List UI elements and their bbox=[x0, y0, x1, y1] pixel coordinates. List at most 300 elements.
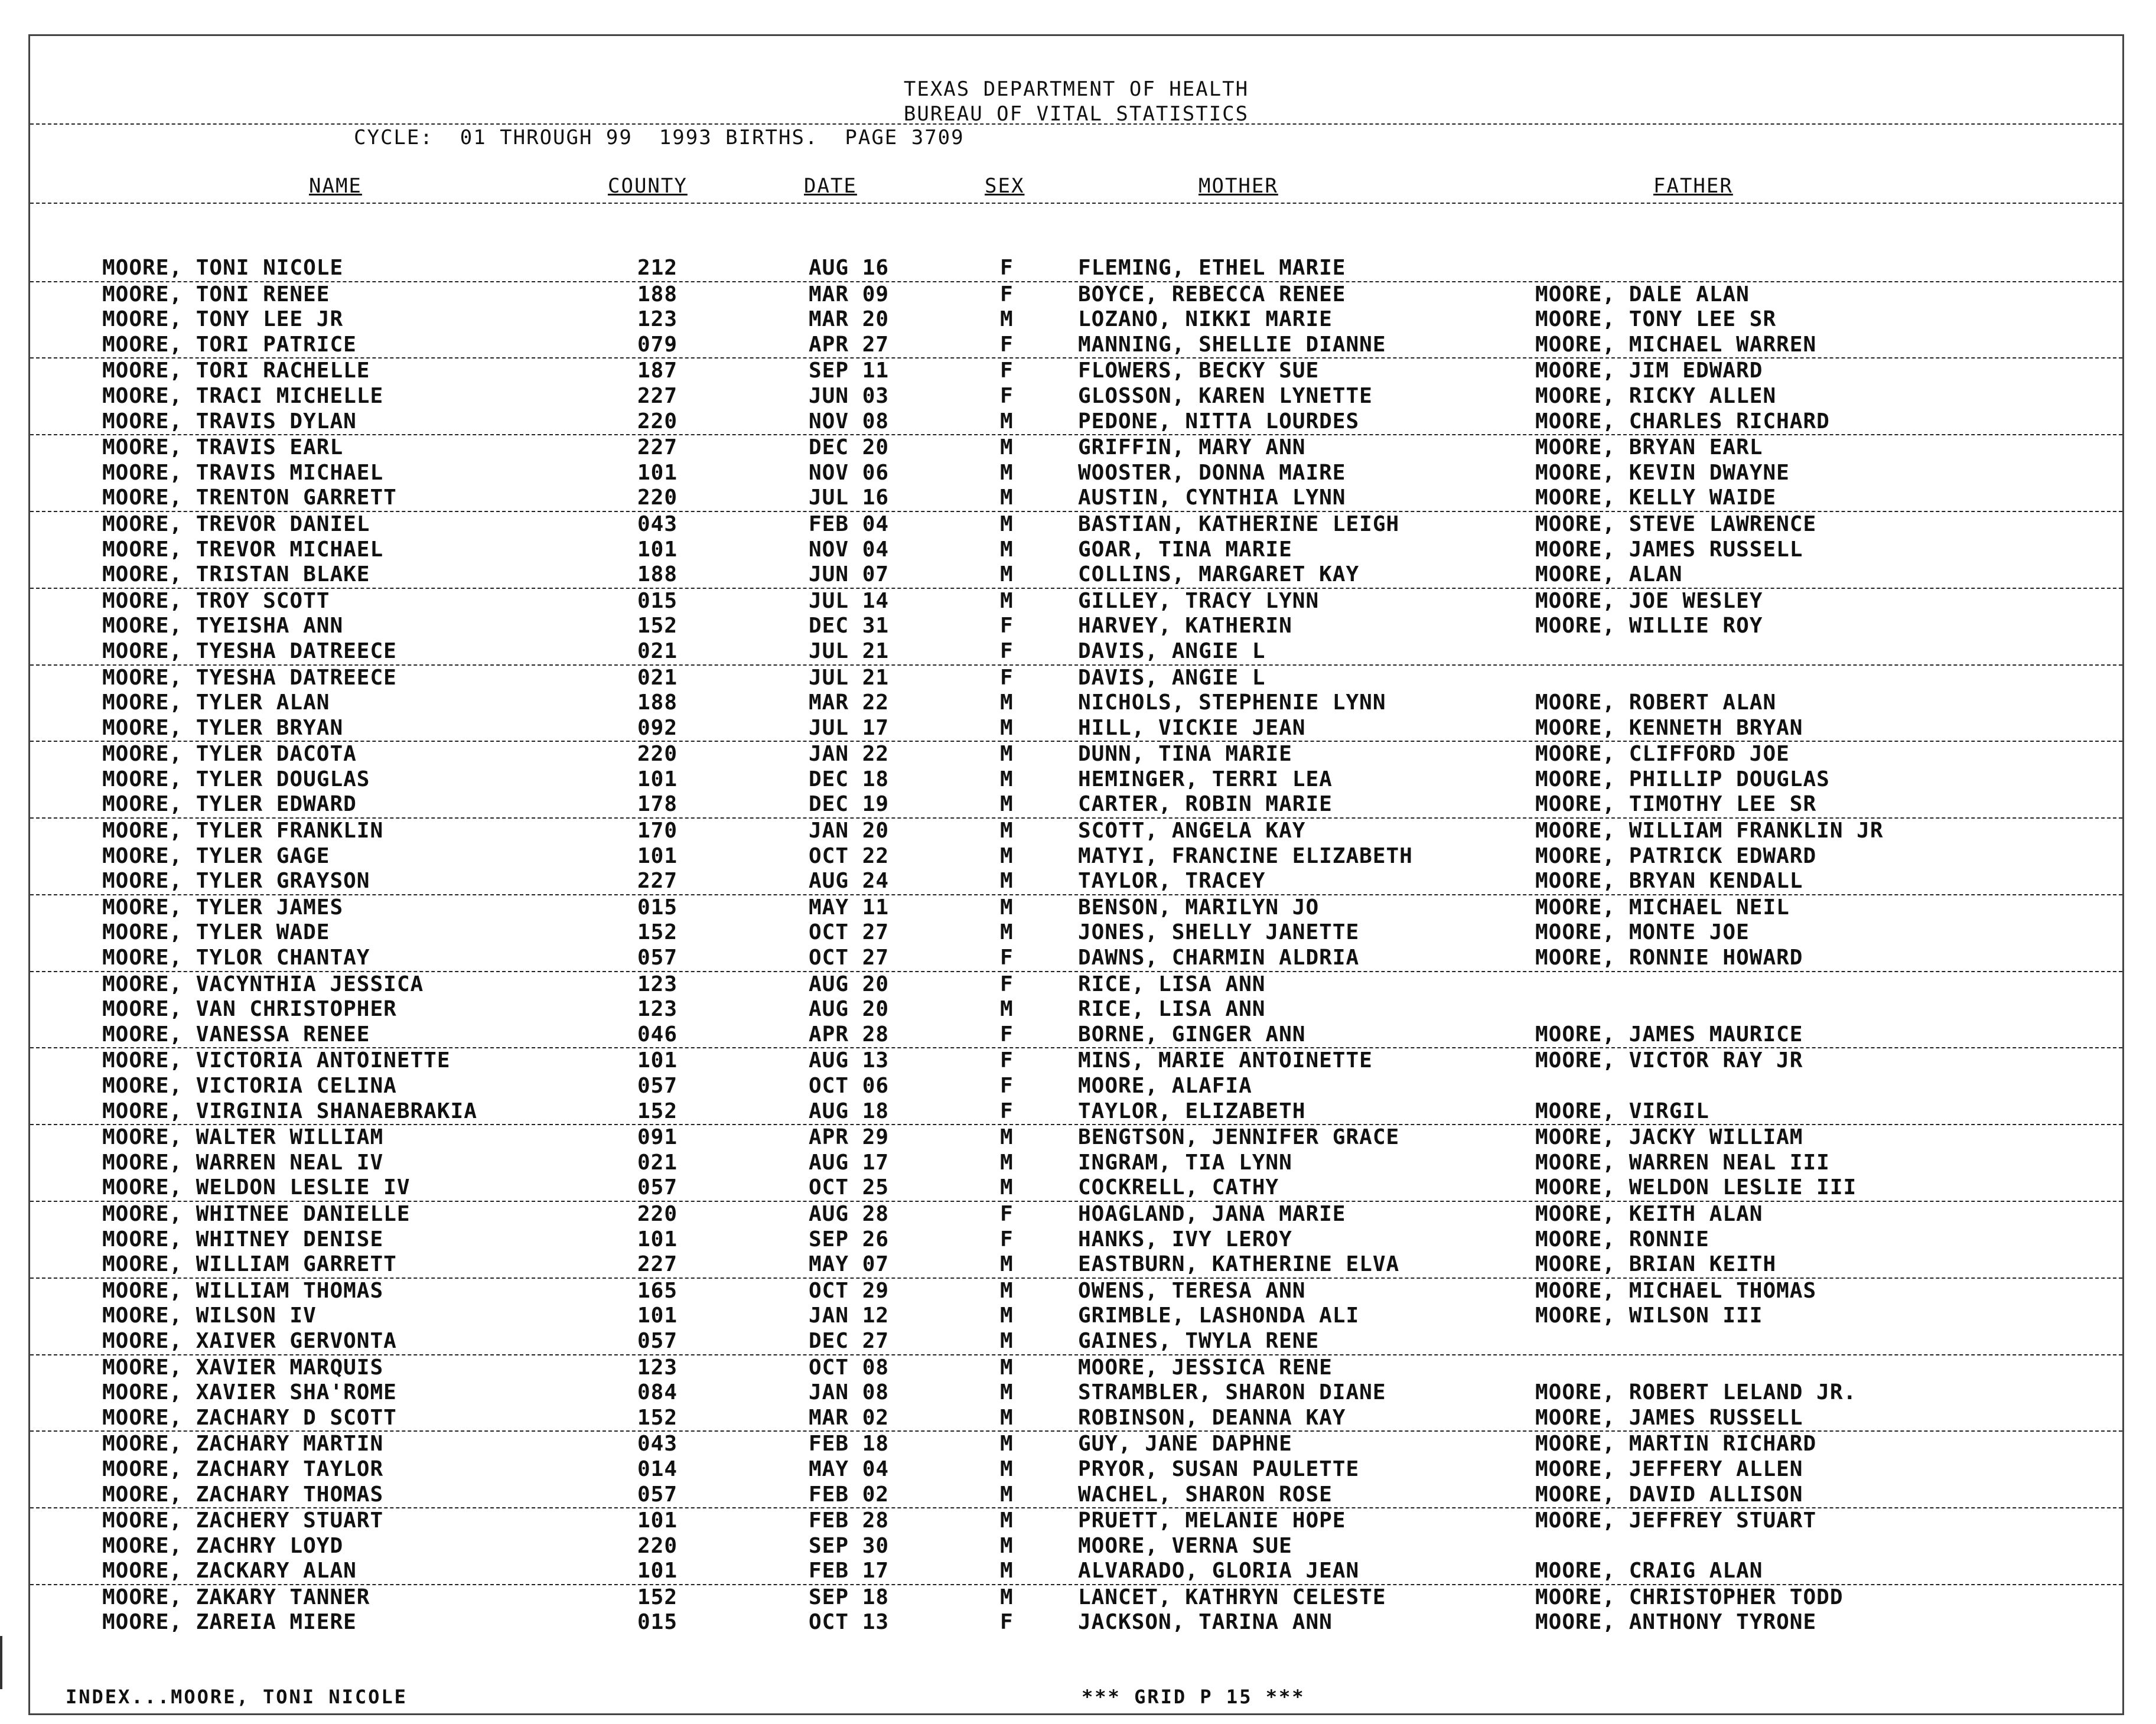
cell-mother: GRIFFIN, MARY ANN bbox=[1078, 435, 1306, 460]
cell-county: 057 bbox=[637, 1175, 678, 1200]
table-row bbox=[30, 1482, 2122, 1509]
cell-name: MOORE, TYLER GRAYSON bbox=[102, 869, 370, 894]
cell-county: 220 bbox=[637, 485, 678, 510]
cell-county: 227 bbox=[637, 1252, 678, 1277]
cell-county: 165 bbox=[637, 1278, 678, 1303]
cell-mother: SCOTT, ANGELA KAY bbox=[1078, 819, 1306, 843]
cell-name: MOORE, TRAVIS DYLAN bbox=[102, 409, 357, 434]
table-row bbox=[30, 716, 2122, 742]
cell-sex: F bbox=[1000, 359, 1014, 383]
cell-name: MOORE, TYESHA DATREECE bbox=[102, 665, 397, 690]
cell-father: MOORE, ROBERT LELAND JR. bbox=[1535, 1380, 1857, 1405]
cell-father: MOORE, ANTHONY TYRONE bbox=[1535, 1610, 1817, 1635]
cell-father: MOORE, MICHAEL NEIL bbox=[1535, 895, 1790, 920]
cell-father: MOORE, MICHAEL WARREN bbox=[1535, 332, 1817, 357]
cell-county: 123 bbox=[637, 997, 678, 1022]
cell-county: 101 bbox=[637, 1508, 678, 1533]
table-row bbox=[30, 742, 2122, 767]
cell-county: 079 bbox=[637, 332, 678, 357]
cell-mother: HANKS, IVY LEROY bbox=[1078, 1227, 1292, 1252]
cell-date: MAY 11 bbox=[809, 895, 890, 920]
cell-sex: M bbox=[1000, 1585, 1014, 1609]
cell-county: 014 bbox=[637, 1456, 678, 1481]
cell-county: 101 bbox=[637, 1559, 678, 1583]
cell-date: APR 29 bbox=[809, 1125, 890, 1150]
cell-sex: M bbox=[1000, 742, 1014, 767]
cell-sex: M bbox=[1000, 792, 1014, 817]
cell-mother: GUY, JANE DAPHNE bbox=[1078, 1432, 1292, 1456]
cell-mother: ROBINSON, DEANNA KAY bbox=[1078, 1405, 1346, 1430]
cell-date: AUG 16 bbox=[809, 256, 890, 280]
cell-sex: F bbox=[1000, 383, 1014, 408]
cell-father: MOORE, BRYAN KENDALL bbox=[1535, 869, 1803, 894]
cell-mother: GAINES, TWYLA RENE bbox=[1078, 1328, 1320, 1353]
cell-sex: M bbox=[1000, 1405, 1014, 1430]
cell-father: MOORE, PATRICK EDWARD bbox=[1535, 843, 1817, 868]
cell-sex: M bbox=[1000, 690, 1014, 715]
cell-county: 057 bbox=[637, 1074, 678, 1098]
cell-county: 015 bbox=[637, 1610, 678, 1635]
table-row bbox=[30, 1329, 2122, 1355]
cell-mother: STRAMBLER, SHARON DIANE bbox=[1078, 1380, 1386, 1405]
table-row bbox=[30, 1048, 2122, 1074]
cell-sex: F bbox=[1000, 332, 1014, 357]
table-row bbox=[30, 1610, 2122, 1635]
cell-date: MAY 07 bbox=[809, 1252, 890, 1277]
cell-mother: MOORE, ALAFIA bbox=[1078, 1074, 1252, 1098]
cell-sex: M bbox=[1000, 1355, 1014, 1380]
cell-mother: OWENS, TERESA ANN bbox=[1078, 1278, 1306, 1303]
cell-mother: FLEMING, ETHEL MARIE bbox=[1078, 256, 1346, 280]
cell-date: JUN 03 bbox=[809, 383, 890, 408]
cell-mother: FLOWERS, BECKY SUE bbox=[1078, 359, 1320, 383]
cell-name: MOORE, WALTER WILLIAM bbox=[102, 1125, 384, 1150]
table-row bbox=[30, 435, 2122, 461]
cell-date: JAN 12 bbox=[809, 1303, 890, 1328]
table-row bbox=[30, 1022, 2122, 1049]
cell-date: MAR 20 bbox=[809, 307, 890, 332]
cell-mother: AUSTIN, CYNTHIA LYNN bbox=[1078, 485, 1346, 510]
cell-father: MOORE, JACKY WILLIAM bbox=[1535, 1125, 1803, 1150]
table-row bbox=[30, 1303, 2122, 1329]
table-row bbox=[30, 792, 2122, 819]
cell-sex: M bbox=[1000, 588, 1014, 613]
cell-mother: MATYI, FRANCINE ELIZABETH bbox=[1078, 843, 1413, 868]
cell-sex: M bbox=[1000, 843, 1014, 868]
cell-name: MOORE, ZAKARY TANNER bbox=[102, 1585, 370, 1609]
cell-mother: HOAGLAND, JANA MARIE bbox=[1078, 1201, 1346, 1226]
cell-county: 227 bbox=[637, 383, 678, 408]
cell-date: OCT 27 bbox=[809, 920, 890, 945]
cell-father: MOORE, JAMES MAURICE bbox=[1535, 1022, 1803, 1047]
cell-sex: M bbox=[1000, 1175, 1014, 1200]
cell-name: MOORE, VICTORIA CELINA bbox=[102, 1074, 397, 1098]
cell-date: MAR 22 bbox=[809, 690, 890, 715]
cell-name: MOORE, ZACHARY MARTIN bbox=[102, 1432, 384, 1456]
cell-sex: M bbox=[1000, 1508, 1014, 1533]
table-row bbox=[30, 1099, 2122, 1126]
cell-name: MOORE, TYESHA DATREECE bbox=[102, 638, 397, 663]
cell-father: MOORE, WILLIAM FRANKLIN JR bbox=[1535, 819, 1884, 843]
cell-date: JUL 21 bbox=[809, 638, 890, 663]
cell-sex: M bbox=[1000, 460, 1014, 485]
cell-father: MOORE, RICKY ALLEN bbox=[1535, 383, 1777, 408]
cell-mother: CARTER, ROBIN MARIE bbox=[1078, 792, 1333, 817]
cell-date: JUL 14 bbox=[809, 588, 890, 613]
cell-county: 015 bbox=[637, 588, 678, 613]
cell-father: MOORE, ALAN bbox=[1535, 562, 1683, 587]
cell-name: MOORE, TRAVIS MICHAEL bbox=[102, 460, 384, 485]
cell-date: FEB 02 bbox=[809, 1482, 890, 1507]
cell-name: MOORE, VANESSA RENEE bbox=[102, 1022, 370, 1047]
cell-sex: F bbox=[1000, 1074, 1014, 1098]
cell-mother: PRUETT, MELANIE HOPE bbox=[1078, 1508, 1346, 1533]
table-row bbox=[30, 589, 2122, 614]
grid-footer: *** GRID P 15 *** bbox=[1082, 1686, 1305, 1708]
cell-date: NOV 06 bbox=[809, 460, 890, 485]
cell-name: MOORE, TRAVIS EARL bbox=[102, 435, 344, 460]
cell-mother: BENGTSON, JENNIFER GRACE bbox=[1078, 1125, 1400, 1150]
cell-sex: M bbox=[1000, 1278, 1014, 1303]
cell-name: MOORE, XAVIER SHA'ROME bbox=[102, 1380, 397, 1405]
table-row bbox=[30, 844, 2122, 869]
cell-mother: NICHOLS, STEPHENIE LYNN bbox=[1078, 690, 1386, 715]
column-header-rule bbox=[30, 203, 2122, 204]
cell-county: 220 bbox=[637, 1201, 678, 1226]
table-row bbox=[30, 562, 2122, 589]
cell-mother: BORNE, GINGER ANN bbox=[1078, 1022, 1306, 1047]
cell-county: 101 bbox=[637, 1227, 678, 1252]
cell-mother: PEDONE, NITTA LOURDES bbox=[1078, 409, 1360, 434]
cell-father: MOORE, MONTE JOE bbox=[1535, 920, 1750, 945]
cell-sex: M bbox=[1000, 819, 1014, 843]
cell-county: 188 bbox=[637, 690, 678, 715]
cell-father: MOORE, VIRGIL bbox=[1535, 1099, 1709, 1123]
cell-mother: GRIMBLE, LASHONDA ALI bbox=[1078, 1303, 1360, 1328]
cell-name: MOORE, WARREN NEAL IV bbox=[102, 1150, 384, 1175]
cell-date: OCT 06 bbox=[809, 1074, 890, 1098]
cell-date: AUG 13 bbox=[809, 1048, 890, 1073]
column-header-county: COUNTY bbox=[608, 174, 688, 198]
cell-sex: M bbox=[1000, 1252, 1014, 1277]
cell-county: 227 bbox=[637, 869, 678, 894]
cell-father: MOORE, TIMOTHY LEE SR bbox=[1535, 792, 1817, 817]
table-row bbox=[30, 1252, 2122, 1279]
cell-father: MOORE, CHRISTOPHER TODD bbox=[1535, 1585, 1844, 1609]
cell-name: MOORE, WILSON IV bbox=[102, 1303, 317, 1328]
cell-date: NOV 04 bbox=[809, 537, 890, 562]
cell-father: MOORE, KELLY WAIDE bbox=[1535, 485, 1777, 510]
cell-mother: HILL, VICKIE JEAN bbox=[1078, 715, 1306, 740]
cell-date: JUL 21 bbox=[809, 665, 890, 690]
cell-sex: F bbox=[1000, 946, 1014, 970]
cell-name: MOORE, TONI RENEE bbox=[102, 282, 330, 307]
cell-mother: TAYLOR, ELIZABETH bbox=[1078, 1099, 1306, 1123]
column-header-name: NAME bbox=[309, 174, 362, 198]
cell-father: MOORE, JAMES RUSSELL bbox=[1535, 537, 1803, 562]
cell-county: 123 bbox=[637, 972, 678, 996]
cell-father: MOORE, WARREN NEAL III bbox=[1535, 1150, 1830, 1175]
cell-sex: M bbox=[1000, 409, 1014, 434]
cell-name: MOORE, ZACKARY ALAN bbox=[102, 1559, 357, 1583]
table-row bbox=[30, 1202, 2122, 1227]
cell-sex: M bbox=[1000, 920, 1014, 945]
cell-father: MOORE, CRAIG ALAN bbox=[1535, 1559, 1763, 1583]
cell-date: AUG 28 bbox=[809, 1201, 890, 1226]
cell-sex: M bbox=[1000, 1303, 1014, 1328]
cell-county: 057 bbox=[637, 1482, 678, 1507]
table-row bbox=[30, 767, 2122, 793]
cell-mother: RICE, LISA ANN bbox=[1078, 972, 1266, 996]
cell-name: MOORE, TYLER ALAN bbox=[102, 690, 330, 715]
cell-sex: M bbox=[1000, 1559, 1014, 1583]
cell-father: MOORE, BRIAN KEITH bbox=[1535, 1252, 1777, 1277]
cell-date: FEB 28 bbox=[809, 1508, 890, 1533]
table-row bbox=[30, 1074, 2122, 1099]
table-row bbox=[30, 639, 2122, 666]
cell-mother: HEMINGER, TERRI LEA bbox=[1078, 767, 1333, 791]
cell-county: 101 bbox=[637, 843, 678, 868]
cell-date: APR 27 bbox=[809, 332, 890, 357]
cell-mother: MINS, MARIE ANTOINETTE bbox=[1078, 1048, 1373, 1073]
table-row bbox=[30, 512, 2122, 537]
cell-sex: M bbox=[1000, 715, 1014, 740]
cell-sex: F bbox=[1000, 1201, 1014, 1226]
cell-father: MOORE, JAMES RUSSELL bbox=[1535, 1405, 1803, 1430]
table-row bbox=[30, 333, 2122, 359]
cell-father: MOORE, WILLIE ROY bbox=[1535, 614, 1763, 638]
cell-county: 220 bbox=[637, 742, 678, 767]
cell-county: 101 bbox=[637, 767, 678, 791]
cell-county: 178 bbox=[637, 792, 678, 817]
cell-sex: M bbox=[1000, 1432, 1014, 1456]
cell-mother: LANCET, KATHRYN CELESTE bbox=[1078, 1585, 1386, 1609]
table-row bbox=[30, 485, 2122, 512]
cell-date: AUG 20 bbox=[809, 997, 890, 1022]
table-row bbox=[30, 307, 2122, 333]
cell-mother: TAYLOR, TRACEY bbox=[1078, 869, 1266, 894]
cell-mother: PRYOR, SUSAN PAULETTE bbox=[1078, 1456, 1360, 1481]
cell-county: 084 bbox=[637, 1380, 678, 1405]
cell-mother: BENSON, MARILYN JO bbox=[1078, 895, 1320, 920]
cell-sex: F bbox=[1000, 1048, 1014, 1073]
cell-mother: GOAR, TINA MARIE bbox=[1078, 537, 1292, 562]
cell-father: MOORE, STEVE LAWRENCE bbox=[1535, 511, 1817, 536]
cell-county: 101 bbox=[637, 460, 678, 485]
cell-sex: M bbox=[1000, 1150, 1014, 1175]
cell-mother: GILLEY, TRACY LYNN bbox=[1078, 588, 1320, 613]
table-row bbox=[30, 1457, 2122, 1482]
cell-father: MOORE, KENNETH BRYAN bbox=[1535, 715, 1803, 740]
cell-date: JAN 22 bbox=[809, 742, 890, 767]
cell-mother: DAVIS, ANGIE L bbox=[1078, 665, 1266, 690]
cell-county: 123 bbox=[637, 307, 678, 332]
table-row bbox=[30, 384, 2122, 409]
cell-date: DEC 18 bbox=[809, 767, 890, 791]
cell-sex: F bbox=[1000, 256, 1014, 280]
cell-sex: F bbox=[1000, 638, 1014, 663]
cell-name: MOORE, TYLER DOUGLAS bbox=[102, 767, 370, 791]
cell-mother: DAWNS, CHARMIN ALDRIA bbox=[1078, 946, 1360, 970]
cycle-line: CYCLE: 01 THROUGH 99 1993 BIRTHS. PAGE 3709 bbox=[354, 126, 965, 149]
cell-county: 152 bbox=[637, 920, 678, 945]
cell-sex: M bbox=[1000, 562, 1014, 587]
cell-sex: M bbox=[1000, 307, 1014, 332]
cell-name: MOORE, TRISTAN BLAKE bbox=[102, 562, 370, 587]
table-row bbox=[30, 1585, 2122, 1611]
cell-mother: MOORE, JESSICA RENE bbox=[1078, 1355, 1333, 1380]
cell-name: MOORE, ZAREIA MIERE bbox=[102, 1610, 357, 1635]
cell-mother: BASTIAN, KATHERINE LEIGH bbox=[1078, 511, 1400, 536]
cell-sex: F bbox=[1000, 972, 1014, 996]
cell-name: MOORE, ZACHARY THOMAS bbox=[102, 1482, 384, 1507]
cell-father: MOORE, CHARLES RICHARD bbox=[1535, 409, 1830, 434]
cell-mother: RICE, LISA ANN bbox=[1078, 997, 1266, 1022]
column-header-date: DATE bbox=[804, 174, 857, 198]
cell-father: MOORE, JEFFERY ALLEN bbox=[1535, 1456, 1803, 1481]
table-row bbox=[30, 1125, 2122, 1151]
table-row bbox=[30, 614, 2122, 639]
cell-date: JAN 20 bbox=[809, 819, 890, 843]
cell-date: OCT 08 bbox=[809, 1355, 890, 1380]
cell-mother: JONES, SHELLY JANETTE bbox=[1078, 920, 1360, 945]
cell-father: MOORE, VICTOR RAY JR bbox=[1535, 1048, 1803, 1073]
cell-sex: M bbox=[1000, 895, 1014, 920]
cell-name: MOORE, TYLOR CHANTAY bbox=[102, 946, 370, 970]
cell-date: OCT 22 bbox=[809, 843, 890, 868]
cell-county: 015 bbox=[637, 895, 678, 920]
table-row bbox=[30, 1534, 2122, 1559]
cell-county: 021 bbox=[637, 1150, 678, 1175]
cell-name: MOORE, TONI NICOLE bbox=[102, 256, 344, 280]
cell-name: MOORE, TYLER FRANKLIN bbox=[102, 819, 384, 843]
table-row bbox=[30, 1508, 2122, 1534]
cell-father: MOORE, RONNIE bbox=[1535, 1227, 1709, 1252]
cell-mother: LOZANO, NIKKI MARIE bbox=[1078, 307, 1333, 332]
cell-date: JUL 16 bbox=[809, 485, 890, 510]
table-row bbox=[30, 1279, 2122, 1304]
table-row bbox=[30, 256, 2122, 282]
cell-name: MOORE, VAN CHRISTOPHER bbox=[102, 997, 397, 1022]
cell-sex: M bbox=[1000, 997, 1014, 1022]
cell-name: MOORE, TORI PATRICE bbox=[102, 332, 357, 357]
cell-sex: F bbox=[1000, 1227, 1014, 1252]
cell-date: JUN 07 bbox=[809, 562, 890, 587]
cell-sex: M bbox=[1000, 869, 1014, 894]
cell-name: MOORE, VICTORIA ANTOINETTE bbox=[102, 1048, 451, 1073]
cell-father: MOORE, JIM EDWARD bbox=[1535, 359, 1763, 383]
cell-father: MOORE, WELDON LESLIE III bbox=[1535, 1175, 1857, 1200]
cell-county: 057 bbox=[637, 1328, 678, 1353]
table-row bbox=[30, 359, 2122, 384]
table-row bbox=[30, 1227, 2122, 1253]
cell-county: 091 bbox=[637, 1125, 678, 1150]
cell-date: OCT 27 bbox=[809, 946, 890, 970]
table-row bbox=[30, 282, 2122, 308]
cell-county: 101 bbox=[637, 1048, 678, 1073]
cell-county: 152 bbox=[637, 614, 678, 638]
cell-date: JUL 17 bbox=[809, 715, 890, 740]
cell-date: FEB 04 bbox=[809, 511, 890, 536]
table-row bbox=[30, 997, 2122, 1022]
cell-county: 152 bbox=[637, 1585, 678, 1609]
cell-date: OCT 13 bbox=[809, 1610, 890, 1635]
cell-name: MOORE, WILLIAM THOMAS bbox=[102, 1278, 384, 1303]
cell-father: MOORE, ROBERT ALAN bbox=[1535, 690, 1777, 715]
cell-date: FEB 17 bbox=[809, 1559, 890, 1583]
table-row bbox=[30, 461, 2122, 486]
table-row bbox=[30, 895, 2122, 921]
cell-sex: M bbox=[1000, 1125, 1014, 1150]
table-row bbox=[30, 690, 2122, 716]
cell-name: MOORE, ZACHARY D SCOTT bbox=[102, 1405, 397, 1430]
cell-mother: INGRAM, TIA LYNN bbox=[1078, 1150, 1292, 1175]
cell-name: MOORE, WILLIAM GARRETT bbox=[102, 1252, 397, 1277]
cell-mother: MANNING, SHELLIE DIANNE bbox=[1078, 332, 1386, 357]
cell-county: 021 bbox=[637, 638, 678, 663]
cell-date: SEP 26 bbox=[809, 1227, 890, 1252]
bureau-title: BUREAU OF VITAL STATISTICS bbox=[903, 102, 1249, 126]
cell-sex: M bbox=[1000, 767, 1014, 791]
cell-father: MOORE, CLIFFORD JOE bbox=[1535, 742, 1790, 767]
cell-father: MOORE, DALE ALAN bbox=[1535, 282, 1750, 307]
cell-name: MOORE, TROY SCOTT bbox=[102, 588, 330, 613]
cell-father: MOORE, RONNIE HOWARD bbox=[1535, 946, 1803, 970]
cell-sex: F bbox=[1000, 1022, 1014, 1047]
cell-county: 227 bbox=[637, 435, 678, 460]
table-row bbox=[30, 1175, 2122, 1202]
cell-mother: WOOSTER, DONNA MAIRE bbox=[1078, 460, 1346, 485]
record-sheet bbox=[28, 34, 2124, 1715]
cell-county: 220 bbox=[637, 409, 678, 434]
cell-mother: DUNN, TINA MARIE bbox=[1078, 742, 1292, 767]
cell-name: MOORE, ZACHERY STUART bbox=[102, 1508, 384, 1533]
cell-mother: COCKRELL, CATHY bbox=[1078, 1175, 1279, 1200]
cell-name: MOORE, WELDON LESLIE IV bbox=[102, 1175, 411, 1200]
cell-name: MOORE, XAVIER MARQUIS bbox=[102, 1355, 384, 1380]
cell-name: MOORE, TRENTON GARRETT bbox=[102, 485, 397, 510]
cell-mother: COLLINS, MARGARET KAY bbox=[1078, 562, 1360, 587]
cell-sex: F bbox=[1000, 1610, 1014, 1635]
table-row bbox=[30, 819, 2122, 844]
table-row bbox=[30, 869, 2122, 895]
cell-date: JAN 08 bbox=[809, 1380, 890, 1405]
cell-date: AUG 20 bbox=[809, 972, 890, 996]
cell-county: 123 bbox=[637, 1355, 678, 1380]
cell-mother: WACHEL, SHARON ROSE bbox=[1078, 1482, 1333, 1507]
cell-sex: F bbox=[1000, 665, 1014, 690]
cell-sex: M bbox=[1000, 1482, 1014, 1507]
cell-date: AUG 24 bbox=[809, 869, 890, 894]
cell-name: MOORE, TONY LEE JR bbox=[102, 307, 344, 332]
cell-date: NOV 08 bbox=[809, 409, 890, 434]
cell-county: 046 bbox=[637, 1022, 678, 1047]
cell-mother: HARVEY, KATHERIN bbox=[1078, 614, 1292, 638]
cell-father: MOORE, KEVIN DWAYNE bbox=[1535, 460, 1790, 485]
table-row bbox=[30, 972, 2122, 998]
cell-sex: F bbox=[1000, 282, 1014, 307]
cell-date: SEP 30 bbox=[809, 1533, 890, 1558]
cell-sex: M bbox=[1000, 1328, 1014, 1353]
cell-name: MOORE, TYLER DACOTA bbox=[102, 742, 357, 767]
cell-mother: DAVIS, ANGIE L bbox=[1078, 638, 1266, 663]
cell-name: MOORE, TYLER EDWARD bbox=[102, 792, 357, 817]
cell-father: MOORE, MARTIN RICHARD bbox=[1535, 1432, 1817, 1456]
cell-name: MOORE, TYEISHA ANN bbox=[102, 614, 344, 638]
cell-county: 092 bbox=[637, 715, 678, 740]
cell-county: 152 bbox=[637, 1405, 678, 1430]
cell-name: MOORE, TYLER BRYAN bbox=[102, 715, 344, 740]
